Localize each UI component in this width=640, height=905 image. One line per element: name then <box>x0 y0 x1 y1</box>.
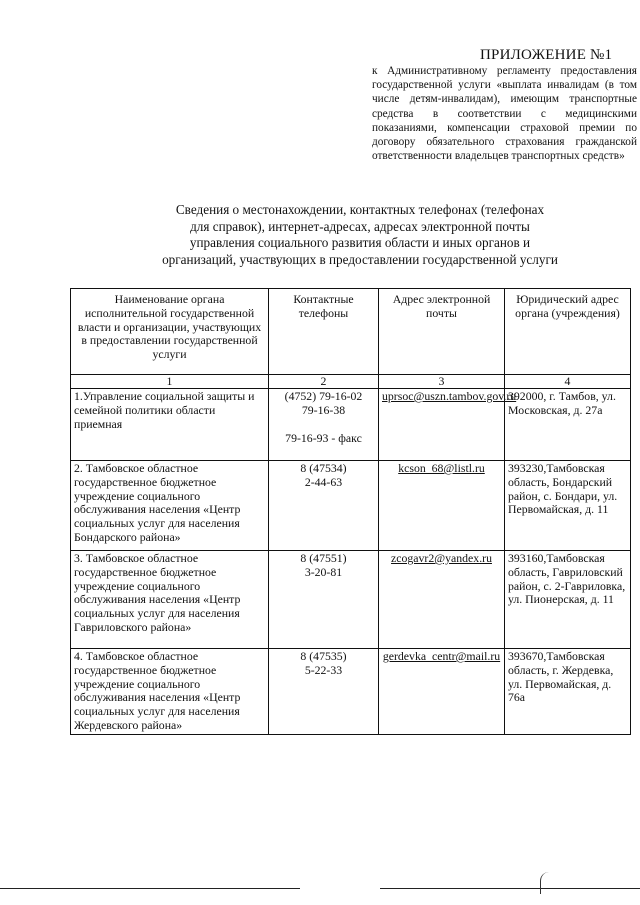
footer-rule-left <box>0 888 300 889</box>
legal-address: 393670,Тамбовская область, г. Жердевка, ул. Первомайская, д. 76а <box>505 649 631 735</box>
organizations-table <box>70 288 631 735</box>
phone: 5-22-33 <box>304 662 343 677</box>
contact-phones <box>269 389 379 461</box>
organization-name: 3. Тамбовское областное государственное бюджетное учреждение социального обслуживания населения «Центр социальных услуг для населения Гавриловского района» <box>71 551 269 649</box>
column-number: 2 <box>269 375 379 389</box>
heading-line: организаций, участвующих в предоставлении государственной услуги <box>162 251 558 267</box>
phone: 8 (47551) <box>300 551 347 565</box>
email-link[interactable]: kcson_68@listl.ru <box>379 461 505 551</box>
organization-name: 4. Тамбовское областное государственное бюджетное учреждение социального обслуживания населения «Центр социальных услуг для населения Жердевского района» <box>71 649 269 735</box>
email-link[interactable]: uprsoc@uszn.tambov.gov.ru <box>379 389 505 461</box>
column-number: 4 <box>505 375 631 389</box>
column-number: 3 <box>379 375 505 389</box>
table-row <box>71 649 631 735</box>
table-header-row <box>71 289 631 375</box>
column-number-row <box>71 375 631 389</box>
header-address: Юридический адрес органа (учреждения) <box>505 289 631 375</box>
phone: (4752) 79-16-02 <box>284 389 363 403</box>
table-row <box>71 389 631 461</box>
reception-label: приемная <box>74 416 123 431</box>
header-organization: Наименование органа исполнительной государственной власти и организации, участвующих в предоставлении государственной услуги <box>71 289 269 375</box>
appendix-title: ПРИЛОЖЕНИЕ №1 <box>480 47 613 63</box>
organization-name-text: 1.Управление социальной защиты и семейной политики области <box>74 389 255 417</box>
heading-line: Сведения о местонахождении, контактных телефонах (телефонах <box>175 202 545 217</box>
phone: 2-44-63 <box>304 474 343 489</box>
organization-name: 2. Тамбовское областное государственное бюджетное учреждение социального обслуживания населения «Центр социальных услуг для населения Бондарского района» <box>71 461 269 551</box>
phone: 3-20-81 <box>304 564 343 579</box>
phone: 8 (47535) <box>300 649 347 663</box>
legal-address: 393160,Тамбовская область, Гавриловский район, с. 2-Гавриловка, ул. Пионерская, д. 11 <box>505 551 631 649</box>
table-row <box>71 461 631 551</box>
contact-phones <box>269 461 379 551</box>
heading-line: для справок), интернет-адресах, адресах электронной почты <box>190 218 530 234</box>
phone: 8 (47534) <box>300 461 347 475</box>
phone: 79-16-38 <box>301 402 346 417</box>
appendix-text: к Административному регламенту предоставления государственной услуги «выплата инвалидам (в том числе детям-инвалидам), имеющим транспортные средства в соответствии с медицинскими показаниями, компенсации страховой премии по договору обязательного страхования гражданской ответственности владельцев транспортных средств» <box>372 65 637 163</box>
legal-address: 393230,Тамбовская область, Бондарский район, с. Бондари, ул. Первомайская, д. 11 <box>505 461 631 551</box>
fax: 79-16-93 - факс <box>285 430 362 445</box>
email-link[interactable]: gerdevka_centr@mail.ru <box>379 649 505 735</box>
contact-phones <box>269 551 379 649</box>
email-link[interactable]: zcogavr2@yandex.ru <box>379 551 505 649</box>
contact-phones <box>269 649 379 735</box>
heading-line: управления социального развития области и иных органов и <box>189 235 531 251</box>
header-phones: Контактные телефоны <box>269 289 379 375</box>
organization-name <box>71 389 269 461</box>
document-heading <box>150 202 570 268</box>
signature-mark <box>540 872 549 894</box>
column-number: 1 <box>71 375 269 389</box>
table-row <box>71 551 631 649</box>
footer-rule-right <box>380 888 640 889</box>
header-email: Адрес электронной почты <box>379 289 505 375</box>
legal-address: 392000, г. Тамбов, ул. Московская, д. 27а <box>505 389 631 461</box>
